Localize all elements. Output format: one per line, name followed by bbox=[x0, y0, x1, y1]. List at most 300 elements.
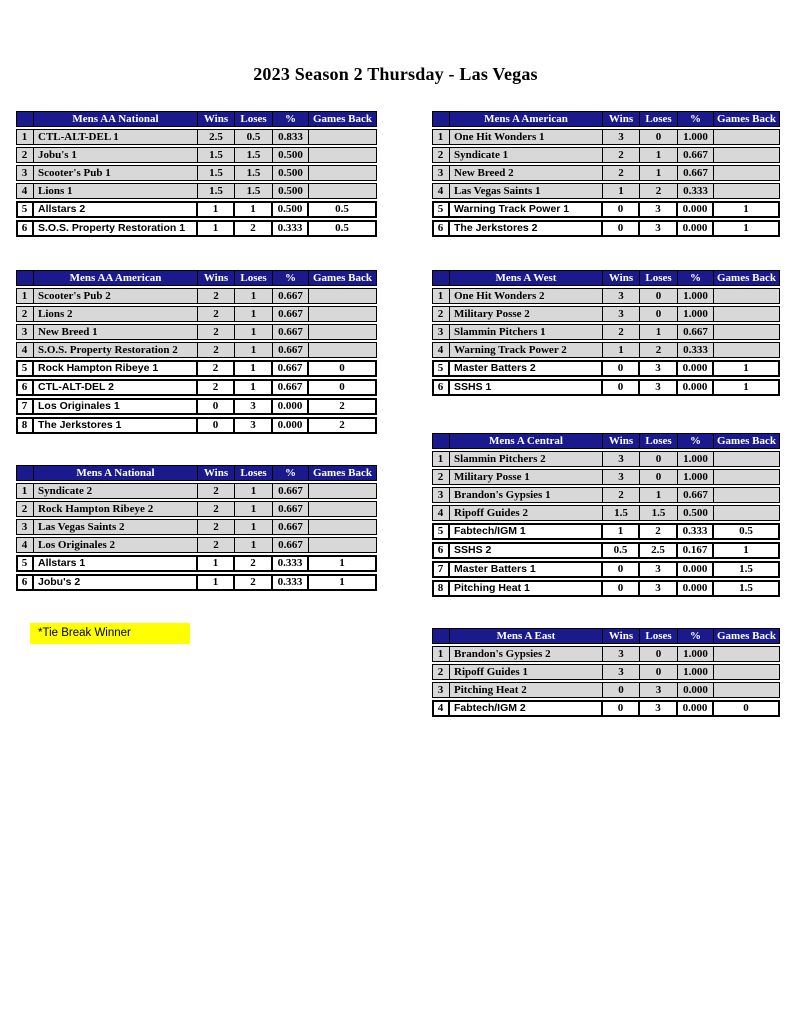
table-row bbox=[16, 324, 377, 340]
pct-cell: 0.667 bbox=[678, 165, 714, 181]
loses-header: Loses bbox=[235, 111, 273, 127]
games-back-cell: 1 bbox=[309, 574, 377, 591]
rank-cell: 2 bbox=[432, 306, 450, 322]
table-row bbox=[432, 288, 780, 304]
rank-cell: 1 bbox=[16, 288, 34, 304]
rank-header bbox=[16, 465, 34, 481]
games-back-cell bbox=[309, 129, 377, 145]
rank-cell: 6 bbox=[432, 542, 450, 559]
pct-cell: 0.000 bbox=[678, 201, 714, 218]
table-row bbox=[16, 417, 377, 434]
wins-cell: 1 bbox=[198, 220, 235, 237]
table-row bbox=[432, 201, 780, 218]
header-row bbox=[432, 433, 780, 449]
wins-cell: 1 bbox=[198, 201, 235, 218]
table-row bbox=[432, 664, 780, 680]
pct-cell: 0.000 bbox=[273, 417, 309, 434]
loses-cell: 3 bbox=[640, 201, 678, 218]
games-back-cell bbox=[309, 501, 377, 517]
table-row bbox=[432, 580, 780, 597]
loses-cell: 0 bbox=[640, 306, 678, 322]
games-back-cell bbox=[309, 537, 377, 553]
table-row bbox=[432, 220, 780, 237]
wins-cell: 0 bbox=[603, 580, 640, 597]
rank-cell: 1 bbox=[432, 646, 450, 662]
table-row bbox=[432, 487, 780, 503]
table-row bbox=[16, 201, 377, 218]
wins-cell: 2 bbox=[198, 342, 235, 358]
pct-cell: 0.000 bbox=[678, 580, 714, 597]
loses-cell: 2.5 bbox=[640, 542, 678, 559]
rank-cell: 1 bbox=[432, 129, 450, 145]
games-back-cell: 1 bbox=[714, 201, 780, 218]
table-row bbox=[432, 682, 780, 698]
loses-cell: 1 bbox=[235, 483, 273, 499]
rank-cell: 5 bbox=[16, 360, 34, 377]
team-cell: The Jerkstores 2 bbox=[450, 220, 603, 237]
team-cell: Las Vegas Saints 2 bbox=[34, 519, 198, 535]
table-row bbox=[432, 561, 780, 578]
games-back-cell bbox=[309, 324, 377, 340]
rank-cell: 5 bbox=[16, 555, 34, 572]
wins-cell: 1.5 bbox=[198, 165, 235, 181]
loses-cell: 1 bbox=[235, 379, 273, 396]
games-back-cell bbox=[714, 682, 780, 698]
loses-cell: 0.5 bbox=[235, 129, 273, 145]
games-back-cell bbox=[714, 183, 780, 199]
loses-cell: 1 bbox=[640, 487, 678, 503]
pct-cell: 0.667 bbox=[273, 519, 309, 535]
wins-cell: 0 bbox=[603, 220, 640, 237]
pct-header: % bbox=[273, 111, 309, 127]
wins-cell: 2 bbox=[198, 306, 235, 322]
loses-cell: 3 bbox=[640, 700, 678, 717]
table-row bbox=[432, 505, 780, 521]
rank-header bbox=[432, 433, 450, 449]
table-row bbox=[432, 360, 780, 377]
games-back-cell bbox=[714, 646, 780, 662]
pct-cell: 0.333 bbox=[678, 183, 714, 199]
team-cell: SSHS 1 bbox=[450, 379, 603, 396]
wins-cell: 3 bbox=[603, 664, 640, 680]
team-cell: Ripoff Guides 1 bbox=[450, 664, 603, 680]
wins-cell: 0 bbox=[603, 201, 640, 218]
loses-cell: 1 bbox=[640, 147, 678, 163]
team-cell: Scooter's Pub 2 bbox=[34, 288, 198, 304]
wins-header: Wins bbox=[603, 433, 640, 449]
table-row bbox=[432, 700, 780, 717]
games-back-cell bbox=[714, 324, 780, 340]
games-back-cell bbox=[309, 165, 377, 181]
games-back-cell: 1 bbox=[714, 379, 780, 396]
team-cell: Slammin Pitchers 1 bbox=[450, 324, 603, 340]
loses-cell: 1 bbox=[235, 306, 273, 322]
rank-cell: 2 bbox=[432, 664, 450, 680]
pct-cell: 0.667 bbox=[273, 501, 309, 517]
tie-break-note: *Tie Break Winner bbox=[30, 623, 190, 644]
rank-cell: 7 bbox=[16, 398, 34, 415]
team-cell: New Breed 1 bbox=[34, 324, 198, 340]
team-cell: Rock Hampton Ribeye 1 bbox=[34, 360, 198, 377]
wins-cell: 2 bbox=[198, 501, 235, 517]
wins-cell: 0 bbox=[603, 700, 640, 717]
loses-cell: 3 bbox=[640, 220, 678, 237]
rank-cell: 4 bbox=[16, 183, 34, 199]
loses-cell: 1 bbox=[235, 360, 273, 377]
wins-cell: 2 bbox=[198, 537, 235, 553]
team-cell: New Breed 2 bbox=[450, 165, 603, 181]
wins-cell: 2 bbox=[603, 147, 640, 163]
rank-cell: 2 bbox=[432, 147, 450, 163]
games-back-cell: 0.5 bbox=[309, 201, 377, 218]
division-header: Mens A West bbox=[450, 270, 603, 286]
rank-cell: 6 bbox=[16, 574, 34, 591]
table-row bbox=[432, 646, 780, 662]
loses-cell: 1 bbox=[235, 537, 273, 553]
loses-cell: 2 bbox=[640, 342, 678, 358]
team-cell: Warning Track Power 2 bbox=[450, 342, 603, 358]
standings-table-mens-a-american bbox=[432, 109, 780, 239]
pct-cell: 0.167 bbox=[678, 542, 714, 559]
pct-cell: 0.000 bbox=[678, 360, 714, 377]
division-header: Mens A American bbox=[450, 111, 603, 127]
wins-cell: 1 bbox=[603, 342, 640, 358]
wins-cell: 1.5 bbox=[198, 147, 235, 163]
pct-cell: 0.667 bbox=[273, 379, 309, 396]
pct-cell: 0.333 bbox=[273, 574, 309, 591]
rank-header bbox=[432, 628, 450, 644]
table-row bbox=[16, 501, 377, 517]
games-back-header: Games Back bbox=[714, 270, 780, 286]
pct-cell: 0.000 bbox=[678, 220, 714, 237]
table-row bbox=[16, 306, 377, 322]
wins-cell: 1 bbox=[603, 183, 640, 199]
pct-cell: 0.333 bbox=[678, 523, 714, 540]
pct-cell: 0.667 bbox=[273, 483, 309, 499]
team-cell: Brandon's Gypsies 1 bbox=[450, 487, 603, 503]
games-back-cell bbox=[309, 306, 377, 322]
rank-cell: 3 bbox=[432, 324, 450, 340]
wins-header: Wins bbox=[603, 270, 640, 286]
team-cell: S.O.S. Property Restoration 2 bbox=[34, 342, 198, 358]
wins-cell: 1 bbox=[603, 523, 640, 540]
loses-cell: 0 bbox=[640, 646, 678, 662]
loses-cell: 1 bbox=[640, 324, 678, 340]
division-header: Mens A East bbox=[450, 628, 603, 644]
loses-header: Loses bbox=[640, 111, 678, 127]
games-back-cell bbox=[714, 342, 780, 358]
team-cell: Jobu's 2 bbox=[34, 574, 198, 591]
team-cell: Jobu's 1 bbox=[34, 147, 198, 163]
rank-cell: 2 bbox=[16, 306, 34, 322]
games-back-cell: 2 bbox=[309, 398, 377, 415]
rank-cell: 4 bbox=[16, 537, 34, 553]
header-row bbox=[16, 111, 377, 127]
pct-cell: 0.333 bbox=[273, 555, 309, 572]
rank-cell: 3 bbox=[16, 519, 34, 535]
team-cell: Master Batters 1 bbox=[450, 561, 603, 578]
games-back-cell bbox=[714, 505, 780, 521]
games-back-header: Games Back bbox=[309, 270, 377, 286]
pct-cell: 1.000 bbox=[678, 451, 714, 467]
pct-cell: 0.667 bbox=[273, 342, 309, 358]
table-row bbox=[16, 398, 377, 415]
rank-cell: 5 bbox=[432, 201, 450, 218]
wins-cell: 1 bbox=[198, 555, 235, 572]
team-cell: Lions 1 bbox=[34, 183, 198, 199]
rank-cell: 4 bbox=[432, 342, 450, 358]
division-header: Mens AA American bbox=[34, 270, 198, 286]
team-cell: One Hit Wonders 2 bbox=[450, 288, 603, 304]
table-row bbox=[432, 542, 780, 559]
header-row bbox=[432, 111, 780, 127]
loses-cell: 0 bbox=[640, 664, 678, 680]
loses-cell: 3 bbox=[640, 360, 678, 377]
header-row bbox=[432, 628, 780, 644]
loses-header: Loses bbox=[235, 465, 273, 481]
loses-cell: 0 bbox=[640, 288, 678, 304]
standings-table-mens-a-west bbox=[432, 268, 780, 398]
team-cell: SSHS 2 bbox=[450, 542, 603, 559]
loses-header: Loses bbox=[640, 270, 678, 286]
games-back-cell: 0 bbox=[714, 700, 780, 717]
games-back-cell bbox=[309, 147, 377, 163]
wins-cell: 2 bbox=[198, 324, 235, 340]
pct-cell: 0.000 bbox=[678, 561, 714, 578]
team-cell: Slammin Pitchers 2 bbox=[450, 451, 603, 467]
wins-cell: 1 bbox=[198, 574, 235, 591]
games-back-cell bbox=[714, 147, 780, 163]
wins-cell: 3 bbox=[603, 288, 640, 304]
pct-cell: 0.333 bbox=[678, 342, 714, 358]
header-row bbox=[16, 270, 377, 286]
team-cell: CTL-ALT-DEL 2 bbox=[34, 379, 198, 396]
pct-cell: 1.000 bbox=[678, 129, 714, 145]
standings-table-mens-a-national bbox=[16, 463, 377, 593]
loses-cell: 2 bbox=[640, 523, 678, 540]
standings-table-mens-aa-american bbox=[16, 268, 377, 436]
games-back-cell: 1 bbox=[714, 360, 780, 377]
table-row bbox=[16, 183, 377, 199]
pct-header: % bbox=[678, 433, 714, 449]
wins-header: Wins bbox=[198, 111, 235, 127]
team-cell: Los Originales 1 bbox=[34, 398, 198, 415]
table-row bbox=[16, 220, 377, 237]
header-row bbox=[16, 465, 377, 481]
loses-cell: 1 bbox=[235, 288, 273, 304]
pct-header: % bbox=[678, 628, 714, 644]
games-back-header: Games Back bbox=[714, 111, 780, 127]
division-header: Mens A Central bbox=[450, 433, 603, 449]
wins-cell: 0 bbox=[603, 682, 640, 698]
games-back-cell bbox=[309, 483, 377, 499]
team-cell: The Jerkstores 1 bbox=[34, 417, 198, 434]
games-back-cell bbox=[714, 288, 780, 304]
pct-cell: 1.000 bbox=[678, 288, 714, 304]
table-row bbox=[16, 342, 377, 358]
loses-cell: 3 bbox=[640, 379, 678, 396]
wins-cell: 3 bbox=[603, 129, 640, 145]
games-back-cell bbox=[714, 306, 780, 322]
rank-header bbox=[432, 111, 450, 127]
rank-header bbox=[16, 270, 34, 286]
pct-cell: 0.000 bbox=[678, 700, 714, 717]
team-cell: Pitching Heat 2 bbox=[450, 682, 603, 698]
games-back-header: Games Back bbox=[714, 433, 780, 449]
standings-table-mens-aa-national bbox=[16, 109, 377, 239]
table-row bbox=[16, 379, 377, 396]
rank-cell: 3 bbox=[432, 165, 450, 181]
team-cell: Allstars 2 bbox=[34, 201, 198, 218]
loses-header: Loses bbox=[640, 628, 678, 644]
rank-cell: 6 bbox=[16, 379, 34, 396]
wins-cell: 0.5 bbox=[603, 542, 640, 559]
team-cell: Military Posse 2 bbox=[450, 306, 603, 322]
pct-cell: 0.667 bbox=[273, 360, 309, 377]
team-cell: Lions 2 bbox=[34, 306, 198, 322]
games-back-cell: 0 bbox=[309, 379, 377, 396]
games-back-header: Games Back bbox=[309, 465, 377, 481]
team-cell: Fabtech/IGM 1 bbox=[450, 523, 603, 540]
pct-cell: 1.000 bbox=[678, 646, 714, 662]
rank-cell: 2 bbox=[16, 147, 34, 163]
games-back-cell bbox=[309, 342, 377, 358]
team-cell: One Hit Wonders 1 bbox=[450, 129, 603, 145]
loses-cell: 1.5 bbox=[235, 165, 273, 181]
loses-cell: 1 bbox=[235, 519, 273, 535]
wins-header: Wins bbox=[198, 270, 235, 286]
pct-cell: 0.667 bbox=[273, 537, 309, 553]
games-back-cell bbox=[309, 288, 377, 304]
pct-header: % bbox=[273, 270, 309, 286]
rank-cell: 1 bbox=[16, 129, 34, 145]
team-cell: Military Posse 1 bbox=[450, 469, 603, 485]
wins-header: Wins bbox=[198, 465, 235, 481]
wins-cell: 0 bbox=[603, 360, 640, 377]
team-cell: Syndicate 1 bbox=[450, 147, 603, 163]
wins-cell: 3 bbox=[603, 469, 640, 485]
table-row bbox=[432, 469, 780, 485]
loses-header: Loses bbox=[235, 270, 273, 286]
games-back-header: Games Back bbox=[714, 628, 780, 644]
table-row bbox=[432, 129, 780, 145]
wins-cell: 1.5 bbox=[198, 183, 235, 199]
pct-cell: 0.000 bbox=[273, 398, 309, 415]
team-cell: Pitching Heat 1 bbox=[450, 580, 603, 597]
pct-cell: 0.500 bbox=[273, 201, 309, 218]
games-back-cell: 1 bbox=[714, 542, 780, 559]
wins-cell: 2 bbox=[198, 483, 235, 499]
rank-header bbox=[432, 270, 450, 286]
rank-cell: 6 bbox=[432, 220, 450, 237]
table-row bbox=[16, 360, 377, 377]
games-back-cell: 1 bbox=[714, 220, 780, 237]
loses-cell: 1 bbox=[640, 165, 678, 181]
pct-cell: 0.667 bbox=[678, 487, 714, 503]
loses-cell: 1.5 bbox=[640, 505, 678, 521]
rank-cell: 1 bbox=[432, 451, 450, 467]
pct-cell: 0.500 bbox=[273, 183, 309, 199]
table-row bbox=[16, 574, 377, 591]
wins-cell: 2 bbox=[603, 324, 640, 340]
pct-cell: 0.000 bbox=[678, 379, 714, 396]
rank-cell: 4 bbox=[16, 342, 34, 358]
loses-cell: 1 bbox=[235, 324, 273, 340]
loses-cell: 3 bbox=[640, 580, 678, 597]
pct-header: % bbox=[678, 111, 714, 127]
rank-cell: 4 bbox=[432, 700, 450, 717]
wins-cell: 2 bbox=[603, 487, 640, 503]
loses-cell: 0 bbox=[640, 469, 678, 485]
loses-cell: 3 bbox=[640, 682, 678, 698]
team-cell: Las Vegas Saints 1 bbox=[450, 183, 603, 199]
games-back-header: Games Back bbox=[309, 111, 377, 127]
loses-cell: 1.5 bbox=[235, 147, 273, 163]
loses-cell: 2 bbox=[640, 183, 678, 199]
division-header: Mens AA National bbox=[34, 111, 198, 127]
standings-table-mens-a-central bbox=[432, 431, 780, 599]
loses-cell: 2 bbox=[235, 574, 273, 591]
page-title: 2023 Season 2 Thursday - Las Vegas bbox=[253, 64, 538, 84]
table-row bbox=[432, 165, 780, 181]
games-back-cell: 0.5 bbox=[714, 523, 780, 540]
rank-cell: 8 bbox=[16, 417, 34, 434]
pct-cell: 1.000 bbox=[678, 469, 714, 485]
rank-cell: 1 bbox=[432, 288, 450, 304]
pct-cell: 0.500 bbox=[273, 147, 309, 163]
wins-cell: 0 bbox=[603, 561, 640, 578]
table-row bbox=[432, 324, 780, 340]
team-cell: Los Originales 2 bbox=[34, 537, 198, 553]
loses-cell: 2 bbox=[235, 555, 273, 572]
wins-header: Wins bbox=[603, 111, 640, 127]
games-back-cell: 0 bbox=[309, 360, 377, 377]
rank-cell: 5 bbox=[432, 360, 450, 377]
rank-cell: 4 bbox=[432, 183, 450, 199]
table-row bbox=[16, 555, 377, 572]
rank-cell: 6 bbox=[432, 379, 450, 396]
games-back-cell bbox=[714, 451, 780, 467]
table-row bbox=[432, 523, 780, 540]
team-cell: Master Batters 2 bbox=[450, 360, 603, 377]
wins-cell: 0 bbox=[603, 379, 640, 396]
rank-cell: 6 bbox=[16, 220, 34, 237]
loses-cell: 0 bbox=[640, 129, 678, 145]
rank-cell: 4 bbox=[432, 505, 450, 521]
team-cell: Syndicate 2 bbox=[34, 483, 198, 499]
games-back-cell bbox=[309, 183, 377, 199]
pct-cell: 0.667 bbox=[678, 147, 714, 163]
games-back-cell: 1 bbox=[309, 555, 377, 572]
pct-header: % bbox=[678, 270, 714, 286]
team-cell: S.O.S. Property Restoration 1 bbox=[34, 220, 198, 237]
rank-cell: 8 bbox=[432, 580, 450, 597]
table-row bbox=[16, 129, 377, 145]
wins-header: Wins bbox=[603, 628, 640, 644]
table-row bbox=[16, 288, 377, 304]
table-row bbox=[16, 165, 377, 181]
wins-cell: 2 bbox=[603, 165, 640, 181]
table-row bbox=[16, 483, 377, 499]
rank-cell: 2 bbox=[16, 501, 34, 517]
wins-cell: 3 bbox=[603, 451, 640, 467]
pct-header: % bbox=[273, 465, 309, 481]
rank-cell: 3 bbox=[432, 487, 450, 503]
pct-cell: 1.000 bbox=[678, 664, 714, 680]
pct-cell: 0.500 bbox=[678, 505, 714, 521]
games-back-cell bbox=[714, 165, 780, 181]
games-back-cell bbox=[309, 519, 377, 535]
